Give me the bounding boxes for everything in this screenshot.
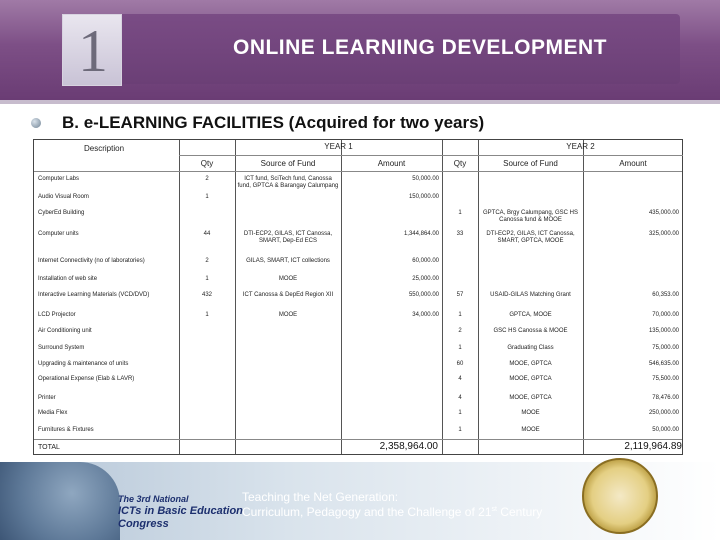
total-divider [34,439,682,440]
table-cell-desc: Interactive Learning Materials (VCD/DVD) [38,292,150,298]
table-cell-s1: ICT Canossa & DepEd Region XII [242,292,334,298]
table-cell-q2: 1 [458,345,462,351]
table-cell-q1: 2 [205,176,209,182]
table-cell-desc: Installation of web site [38,276,98,282]
table-cell-desc: Printer [38,395,56,401]
col-amount-1: Amount [377,159,406,168]
table-cell-a2: 325,000.00 [648,231,679,237]
header-divider [179,155,683,156]
slide-number-badge [62,14,122,86]
table-cell-q2: 33 [456,231,464,237]
footer-tagline-1: Teaching the Net Generation: [242,490,399,504]
section-subtitle: B. e-LEARNING FACILITIES (Acquired for two years) [62,113,485,132]
tagline-part-a: Curriculum, Pedagogy and the Challenge of 21 [242,505,492,519]
footer-tagline-2 [242,505,542,519]
col-amount-2: Amount [619,159,647,168]
table-cell-a2: 435,000.00 [648,210,679,216]
conference-line-2: ICTs in Basic Education [118,505,243,517]
table-cell-q2: 57 [456,292,464,298]
table-cell-a2: 70,000.00 [652,312,679,318]
table-cell-s2: GPTCA, Brgy Calumpang, GSC HS Canossa fund & MOOE [482,210,579,223]
bullet-icon [31,118,41,128]
table-cell-a1: 25,000.00 [412,276,439,282]
table-cell-a2: 546,635.00 [648,361,679,367]
description-header: Description [84,144,125,153]
table-cell-s1: GILAS, SMART, ICT collections [246,258,330,264]
table-cell-a1: 60,000.00 [412,258,439,264]
table-cell-a2: 135,000.00 [648,328,679,334]
school-seal-logo [582,458,658,534]
table-cell-q2: 1 [458,427,462,433]
table-cell-a1: 50,000.00 [412,176,439,182]
total-year1: 2,358,964.00 [379,441,438,452]
slide-number: 1 [78,18,108,84]
table-cell-desc: Computer units [38,231,79,237]
table-cell-s2: USAID-GILAS Matching Grant [490,292,571,298]
col-qty-2: Qty [453,159,467,168]
total-label: TOTAL [38,444,60,451]
table-cell-s2: MOOE, GPTCA [509,361,552,367]
header-title: ONLINE LEARNING DEVELOPMENT [232,36,608,59]
table-cell-q1: 432 [201,292,212,298]
table-cell-a2: 60,353.00 [652,292,679,298]
table-cell-q2: 1 [458,312,462,318]
table-cell-q2: 60 [456,361,464,367]
total-year2: 2,119,964.89 [624,441,682,452]
table-cell-a1: 150,000.00 [408,194,439,200]
table-cell-s2: MOOE [521,410,540,416]
table-cell-a2: 250,000.00 [648,410,679,416]
table-cell-desc: LCD Projector [38,312,76,318]
col-source-1: Source of Fund [260,159,316,168]
table-cell-desc: Surround System [38,345,85,351]
table-cell-q1: 1 [205,312,209,318]
table-cell-q2: 2 [458,328,462,334]
table-cell-desc: Furnitures & Fixtures [38,427,94,433]
table-cell-s2: GSC HS Canossa & MOOE [493,328,568,334]
year2-header: YEAR 2 [566,142,595,151]
table-cell-desc: Upgrading & maintenance of units [38,361,129,367]
table-cell-desc: CyberEd Building [38,210,85,216]
table-cell-a2: 75,500.00 [652,376,679,382]
year1-header: YEAR 1 [324,142,353,151]
col-source-2: Source of Fund [503,159,558,168]
table-cell-a1: 34,000.00 [412,312,439,318]
table-cell-s2: GPTCA, MOOE [509,312,552,318]
table-cell-q1: 44 [203,231,211,237]
tagline-part-b: Century [496,505,543,519]
table-cell-s2: Graduating Class [507,345,554,351]
conference-line-1: The 3rd National [118,494,189,504]
table-cell-q1: 2 [205,258,209,264]
table-cell-a2: 75,000.00 [652,345,679,351]
table-cell-a1: 1,344,864.00 [403,231,439,237]
table-cell-s2: MOOE [521,427,540,433]
col-qty-1: Qty [200,159,214,168]
table-cell-q2: 4 [458,376,462,382]
table-cell-desc: Air Conditioning unit [38,328,92,334]
table-cell-q2: 4 [458,395,462,401]
table-cell-desc: Audio Visual Room [38,194,89,200]
table-cell-s2: MOOE, GPTCA [509,395,552,401]
table-cell-s1: ICT fund, SciTech fund, Canossa fund, GPTCA & Barangay Calumpang [237,176,339,189]
table-cell-desc: Media Flex [38,410,68,416]
table-cell-s1: MOOE [278,276,298,282]
table-cell-desc: Computer Labs [38,176,80,182]
tagline-sup: st [491,506,497,513]
header-bottom-line [34,171,682,172]
facilities-table [33,139,683,455]
table-cell-s2: MOOE, GPTCA [509,376,552,382]
globe-graphic [0,462,120,540]
table-cell-desc: Operational Expense (Elab & LAVR) [38,376,135,382]
table-cell-a2: 50,000.00 [652,427,679,433]
table-divider [235,140,236,454]
table-cell-desc: Internet Connectivity (no of laboratories) [38,258,145,264]
table-cell-s1: MOOE [278,312,298,318]
conference-line-3: Congress [118,518,169,530]
table-cell-q2: 1 [458,410,462,416]
table-cell-s1: DTI-ECP2, GILAS, ICT Canossa, SMART, Dep-Ed ECS [243,231,333,244]
header-divider [0,100,720,104]
table-cell-a2: 78,476.00 [652,395,679,401]
table-cell-q1: 1 [205,276,209,282]
table-cell-s2: DTI-ECP2, GILAS, ICT Canossa, SMART, GPTCA, MOOE [486,231,575,244]
table-cell-a1: 550,000.00 [408,292,439,298]
table-cell-q1: 1 [205,194,209,200]
table-cell-q2: 1 [458,210,462,216]
table-divider [478,140,479,454]
